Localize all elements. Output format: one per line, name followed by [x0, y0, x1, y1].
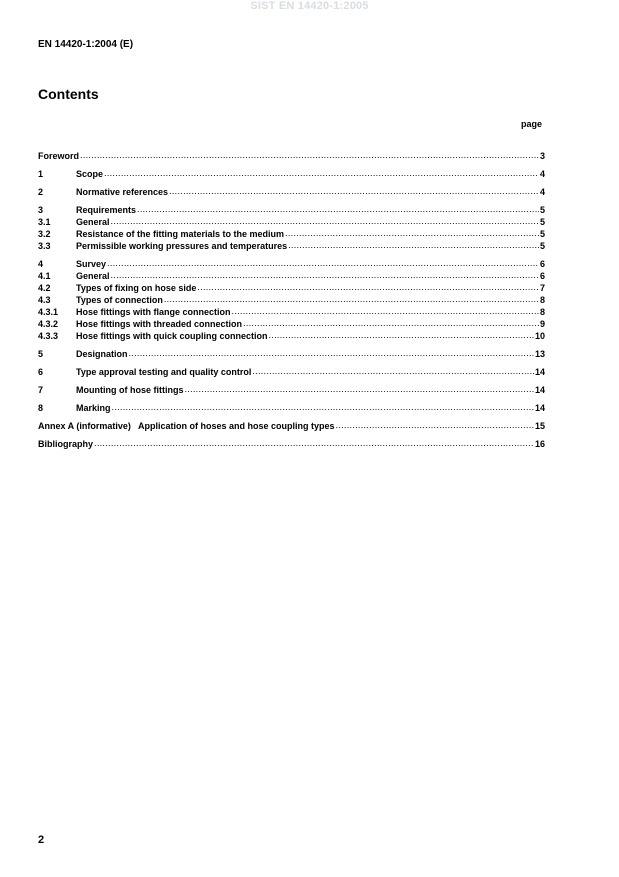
- toc-leader: [269, 329, 534, 339]
- toc-number: 5: [38, 349, 44, 359]
- toc-leader: [107, 257, 539, 267]
- toc-leader: [336, 419, 534, 429]
- toc-page: 15: [534, 421, 545, 431]
- toc-title: General: [76, 217, 110, 227]
- toc-page: 3: [539, 151, 545, 161]
- toc-page: 5: [539, 241, 545, 251]
- toc-page: 14: [534, 403, 545, 413]
- toc-entry-resistance[interactable]: [38, 227, 545, 239]
- toc-leader: [104, 167, 539, 177]
- page-number: 2: [38, 834, 45, 846]
- toc-page: 16: [534, 439, 545, 449]
- toc-number: 2: [38, 187, 44, 197]
- toc-leader: [137, 203, 539, 213]
- toc-entry-connection-types[interactable]: [38, 293, 545, 305]
- toc-page: 4: [539, 169, 545, 179]
- toc-entry-normative-references[interactable]: [38, 185, 545, 197]
- toc-page: 14: [534, 385, 545, 395]
- toc-number: 4: [38, 259, 44, 269]
- toc-page: 10: [534, 331, 545, 341]
- toc-page: 14: [534, 367, 545, 377]
- toc-title: Survey: [76, 259, 107, 269]
- toc-entry-flange-connection[interactable]: [38, 305, 545, 317]
- toc-leader: [243, 317, 539, 327]
- toc-title: Hose fittings with threaded connection: [76, 319, 243, 329]
- document-id: EN 14420-1:2004 (E): [38, 39, 134, 50]
- toc-title: Types of fixing on hose side: [76, 283, 197, 293]
- page-title: Contents: [38, 86, 99, 102]
- toc-number: 6: [38, 367, 44, 377]
- toc-entry-marking[interactable]: [38, 401, 545, 413]
- toc-number: 1: [38, 169, 44, 179]
- toc-leader: [129, 347, 534, 357]
- toc-page: 9: [539, 319, 545, 329]
- toc-leader: [80, 149, 539, 159]
- toc-leader: [111, 215, 539, 225]
- toc-page: 5: [539, 205, 545, 215]
- toc-leader: [184, 383, 534, 393]
- toc-entry-general[interactable]: [38, 215, 545, 227]
- toc-page: 6: [539, 259, 545, 269]
- toc-page: 6: [539, 271, 545, 281]
- toc-title: Requirements: [76, 205, 137, 215]
- toc-entry-designation[interactable]: [38, 347, 545, 359]
- toc-number: 4.1: [38, 271, 51, 281]
- toc-leader: [232, 305, 539, 315]
- toc-page: 5: [539, 229, 545, 239]
- toc-number: 3.1: [38, 217, 51, 227]
- toc-title: Permissible working pressures and temperatures: [76, 241, 288, 251]
- toc-entry-survey[interactable]: [38, 257, 545, 269]
- toc-title: General: [76, 271, 110, 281]
- toc-entry-fixing-types[interactable]: [38, 281, 545, 293]
- toc-number: 4.2: [38, 283, 51, 293]
- page-column-header: page: [521, 119, 543, 129]
- toc-number: 8: [38, 403, 44, 413]
- toc-title: Types of connection: [76, 295, 163, 305]
- toc-entry-scope[interactable]: [38, 167, 545, 179]
- toc-leader: [164, 293, 539, 303]
- table-of-contents: [38, 149, 545, 449]
- toc-leader: [94, 437, 534, 447]
- toc-entry-annex-a[interactable]: [38, 419, 545, 431]
- toc-title: Annex A (informative) Application of hoses and hose coupling types: [38, 421, 335, 431]
- toc-title: Bibliography: [38, 439, 94, 449]
- toc-title: Scope: [76, 169, 104, 179]
- toc-page: 4: [539, 187, 545, 197]
- toc-entry-foreword[interactable]: [38, 149, 545, 161]
- toc-number: 3.3: [38, 241, 51, 251]
- toc-title: Normative references: [76, 187, 169, 197]
- toc-number: 4.3.3: [38, 331, 59, 341]
- toc-leader: [111, 269, 539, 279]
- toc-number: 3.2: [38, 229, 51, 239]
- toc-page: 5: [539, 217, 545, 227]
- toc-page: 8: [539, 295, 545, 305]
- toc-title: Foreword: [38, 151, 80, 161]
- toc-number: 4.3.1: [38, 307, 59, 317]
- watermark: SIST EN 14420-1:2005: [250, 0, 369, 12]
- toc-number: 3: [38, 205, 44, 215]
- toc-leader: [285, 227, 539, 237]
- toc-leader: [197, 281, 539, 291]
- toc-title: Type approval testing and quality control: [76, 367, 252, 377]
- toc-leader: [112, 401, 534, 411]
- toc-leader: [169, 185, 539, 195]
- toc-entry-working-pressures[interactable]: [38, 239, 545, 251]
- toc-entry-survey-general[interactable]: [38, 269, 545, 281]
- toc-entry-bibliography[interactable]: [38, 437, 545, 449]
- toc-title: Hose fittings with flange connection: [76, 307, 231, 317]
- toc-title: Mounting of hose fittings: [76, 385, 184, 395]
- toc-page: 13: [534, 349, 545, 359]
- toc-leader: [252, 365, 534, 375]
- toc-title: Hose fittings with quick coupling connection: [76, 331, 268, 341]
- toc-page: 7: [539, 283, 545, 293]
- toc-entry-quick-coupling[interactable]: [38, 329, 545, 341]
- toc-entry-requirements[interactable]: [38, 203, 545, 215]
- toc-title: Designation: [76, 349, 128, 359]
- toc-page: 8: [539, 307, 545, 317]
- toc-title: Marking: [76, 403, 111, 413]
- toc-number: 7: [38, 385, 44, 395]
- toc-entry-threaded-connection[interactable]: [38, 317, 545, 329]
- toc-title: Resistance of the fitting materials to the medium: [76, 229, 285, 239]
- toc-leader: [288, 239, 539, 249]
- toc-entry-type-approval[interactable]: [38, 365, 545, 377]
- toc-number: 4.3: [38, 295, 51, 305]
- toc-number: 4.3.2: [38, 319, 59, 329]
- toc-entry-mounting[interactable]: [38, 383, 545, 395]
